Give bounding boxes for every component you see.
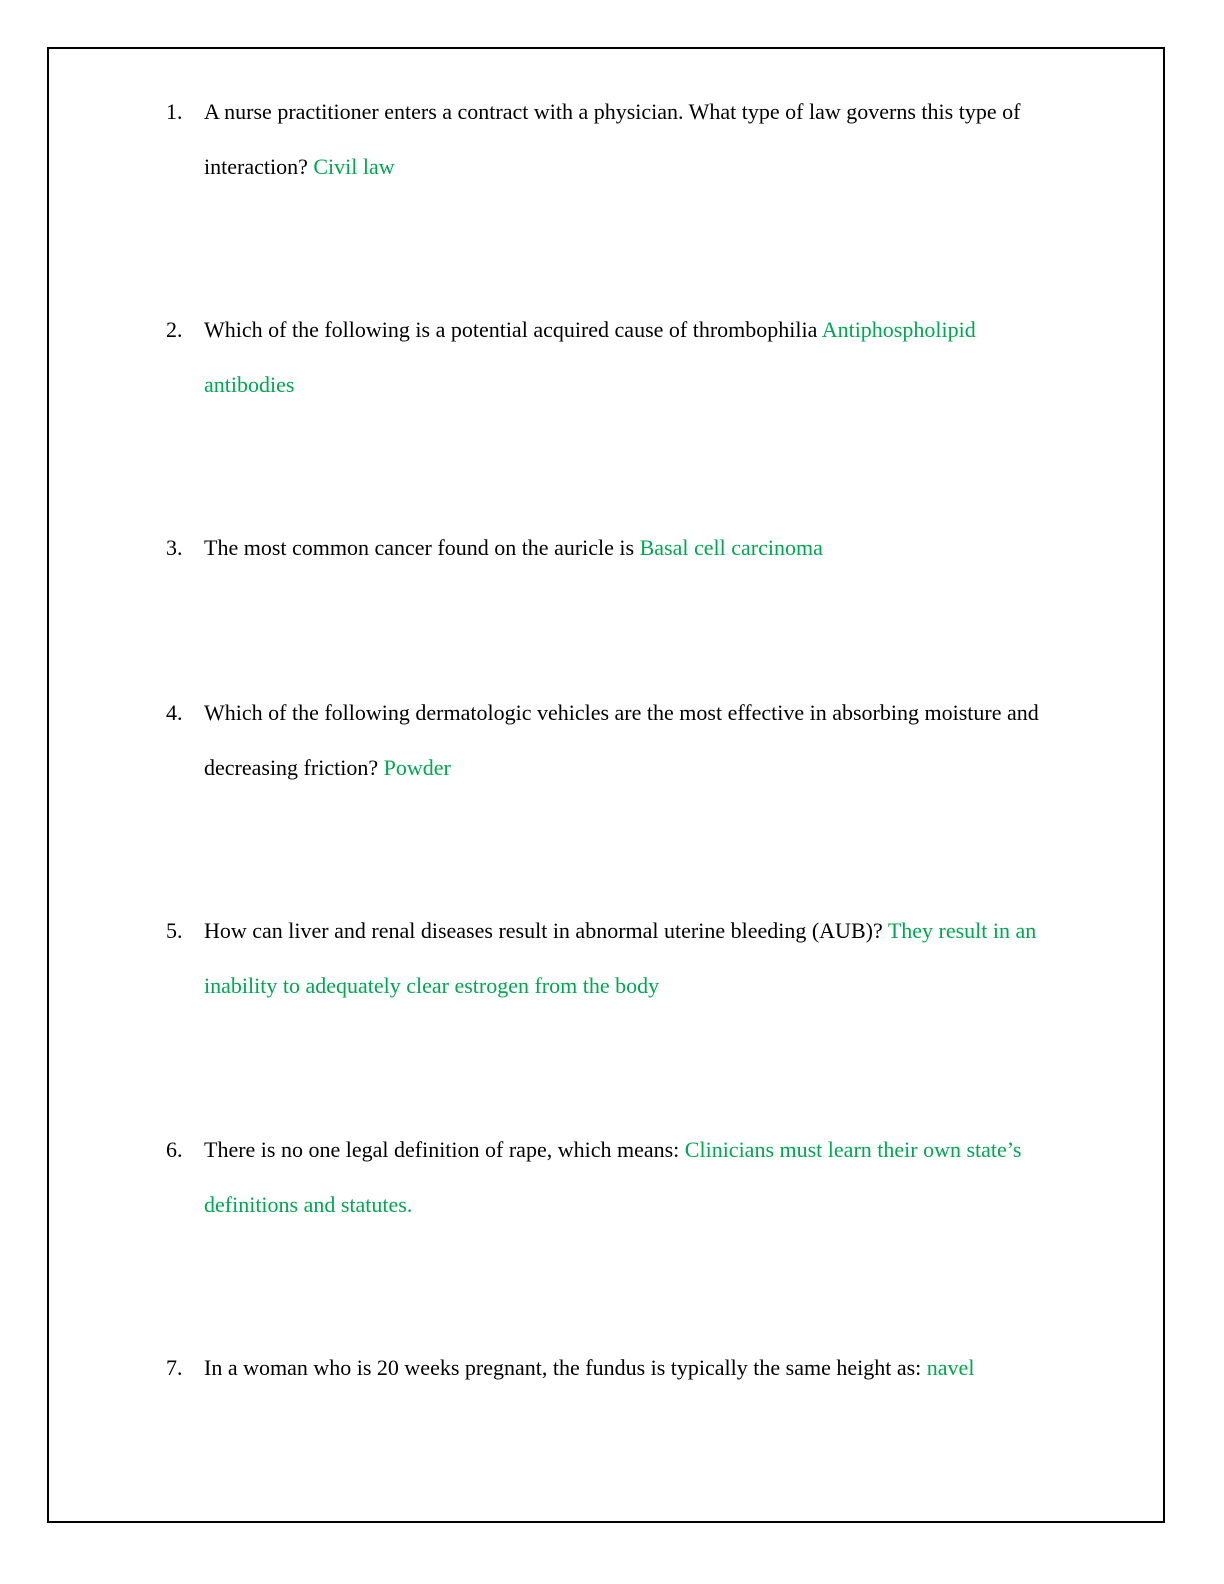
- answer-text: Powder: [383, 755, 451, 780]
- answer-text: navel: [926, 1355, 975, 1380]
- question-item: [166, 903, 1056, 1013]
- answer-text: Basal cell carcinoma: [639, 535, 823, 560]
- question-item: [166, 1340, 1056, 1395]
- question-number: 2.: [166, 317, 183, 342]
- question-body: [204, 685, 1056, 795]
- question-text: A nurse practitioner enters a contract with a physician. What type of law governs this type of interaction?: [204, 99, 1021, 179]
- question-text: Which of the following is a potential acquired cause of thrombophilia: [204, 317, 818, 342]
- question-number: 3.: [166, 535, 183, 560]
- question-item: [166, 520, 1056, 575]
- question-text: Which of the following dermatologic vehicles are the most effective in absorbing moisture and decreasing friction?: [204, 700, 1039, 780]
- question-number: 7.: [166, 1355, 183, 1380]
- question-number: 1.: [166, 99, 183, 124]
- question-number: 4.: [166, 700, 183, 725]
- question-text: The most common cancer found on the auricle is: [204, 535, 635, 560]
- question-text: In a woman who is 20 weeks pregnant, the fundus is typically the same height as:: [204, 1355, 922, 1380]
- question-text: How can liver and renal diseases result in abnormal uterine bleeding (AUB)?: [204, 918, 883, 943]
- answer-text: Civil law: [313, 154, 395, 179]
- answer-text: Antiphospholipid antibodies: [204, 317, 976, 397]
- question-body: [204, 520, 1056, 575]
- question-number: 5.: [166, 918, 183, 943]
- answer-text: Clinicians must learn their own state’s definitions and statutes.: [204, 1137, 1022, 1217]
- question-item: [166, 302, 1056, 412]
- question-body: [204, 1122, 1056, 1232]
- question-body: [204, 84, 1056, 194]
- question-text: There is no one legal definition of rape, which means:: [204, 1137, 680, 1162]
- question-item: [166, 685, 1056, 795]
- question-item: [166, 1122, 1056, 1232]
- question-number: 6.: [166, 1137, 183, 1162]
- question-body: [204, 302, 1056, 412]
- question-item: [166, 84, 1056, 194]
- answer-text: They result in an inability to adequately clear estrogen from the body: [204, 918, 1037, 998]
- question-body: [204, 1340, 1056, 1395]
- question-body: [204, 903, 1056, 1013]
